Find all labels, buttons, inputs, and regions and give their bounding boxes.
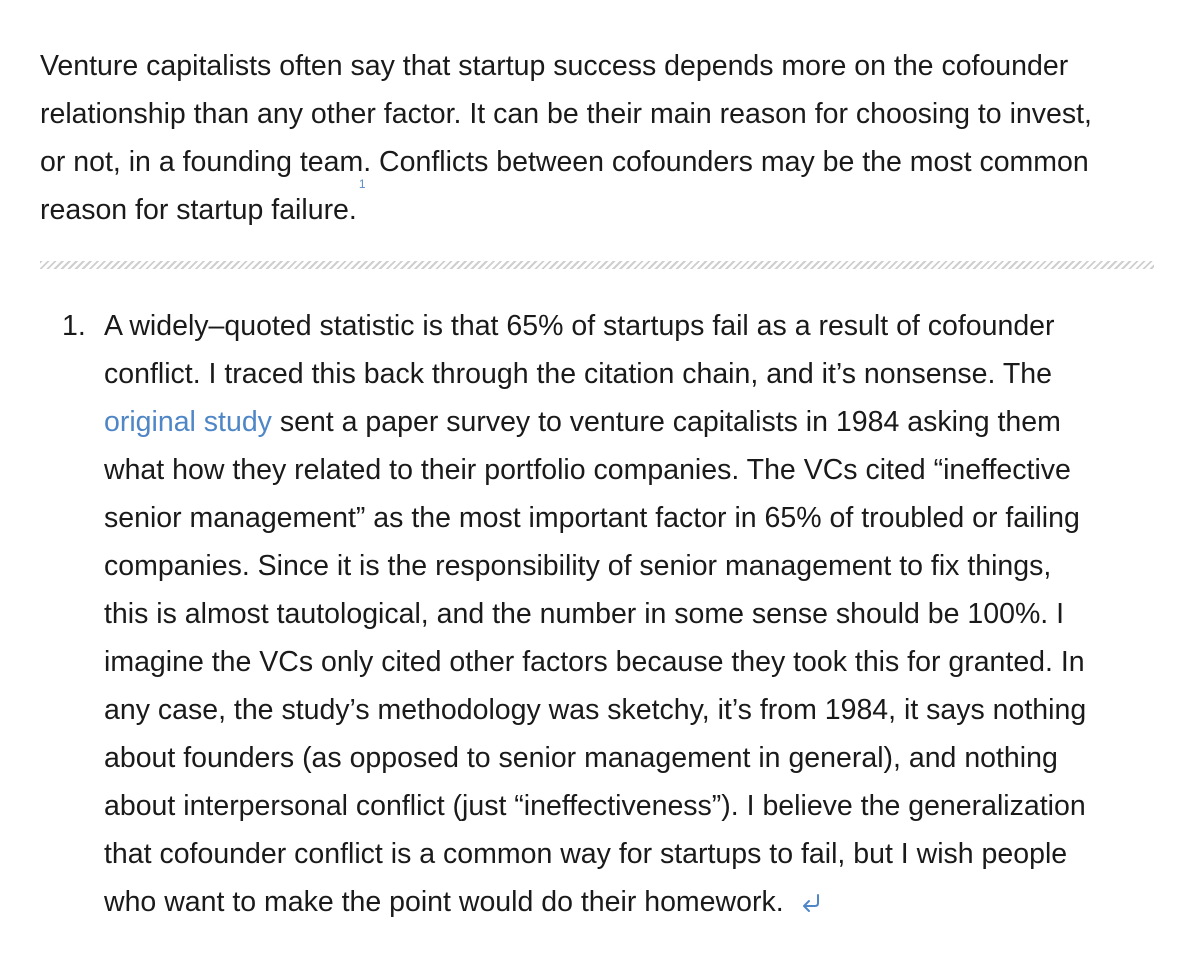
intro-paragraph [40, 42, 1160, 234]
footnote-line: what how they related to their portfolio companies. The VCs cited “ineffective [104, 454, 1071, 486]
footnote-line: companies. Since it is the responsibility of senior management to fix things, [104, 550, 1052, 582]
footnote-line: imagine the VCs only cited other factors because they took this for granted. In [104, 646, 1085, 678]
footnote-number: 1. [62, 310, 86, 342]
intro-line: relationship than any other factor. It can be their main reason for choosing to invest, [40, 98, 1092, 130]
footnotes-divider [40, 261, 1154, 269]
footnote-line [104, 398, 1164, 446]
footnote-ref-link[interactable]: 1 [358, 177, 366, 191]
original-study-link[interactable]: original study [104, 406, 272, 438]
footnote-line-text: who want to make the point would do their homework. [104, 886, 784, 918]
footnote-line: about founders (as opposed to senior management in general), and nothing [104, 742, 1058, 774]
intro-line-last [40, 177, 1160, 234]
footnote-line: about interpersonal conflict (just “ineffectiveness”). I believe the generalization [104, 790, 1086, 822]
footnote-line: any case, the study’s methodology was sketchy, it’s from 1984, it says nothing [104, 694, 1087, 726]
footnote-line-last [104, 878, 1164, 926]
footnote-line: senior management” as the most important factor in 65% of troubled or failing [104, 502, 1080, 534]
footnote-line: A widely–quoted statistic is that 65% of startups fail as a result of cofounder [104, 310, 1055, 342]
footnote-line-text: sent a paper survey to venture capitalists in 1984 asking them [271, 406, 1061, 438]
footnote-line: that cofounder conflict is a common way for startups to fail, but I wish people [104, 838, 1068, 870]
footnote-line: this is almost tautological, and the number in some sense should be 100%. I [104, 598, 1065, 630]
return-arrow-icon[interactable] [800, 880, 822, 900]
intro-line: or not, in a founding team. Conflicts between cofounders may be the most common [40, 146, 1089, 178]
footnote-line: conflict. I traced this back through the citation chain, and it’s nonsense. The [104, 358, 1052, 390]
intro-line-text: reason for startup failure. [40, 194, 357, 226]
intro-line: Venture capitalists often say that startup success depends more on the cofounder [40, 50, 1069, 82]
footnote-body [104, 302, 1164, 926]
